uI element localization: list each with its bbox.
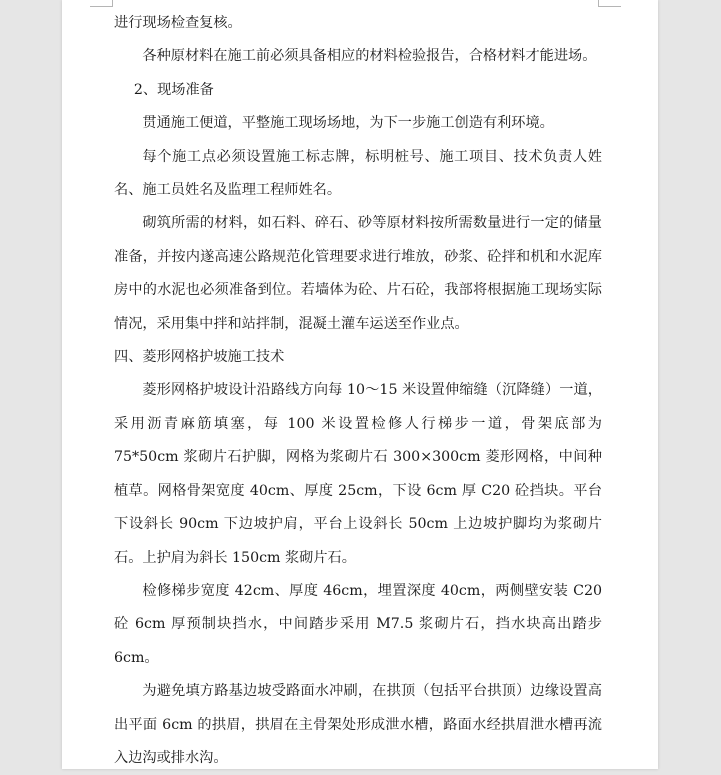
paragraph: 菱形网格护坡设计沿路线方向每 10～15 米设置伸缩缝（沉降缝）一道，采用沥青麻筋填塞，每 100 米设置检修人行梯步一道，骨架底部为 75*50cm 浆砌片石护脚，网格为浆砌片石 300×300cm 菱形网格，中间种植草。网格骨架宽度 40cm、厚度 25cm，下设 6cm 厚 C20 砼挡块。平台下设斜长 90cm 下边坡护肩，平台上设斜长 50cm 上边坡护脚均为浆砌片石。上护肩为斜长 150cm 浆砌片石。 <box>114 382 602 566</box>
paragraph: 为避免填方路基边坡受路面水冲刷，在拱顶（包括平台拱顶）边缘设置高出平面 6cm 的拱眉，拱眉在主骨架处形成泄水槽，路面水经拱眉泄水槽再流入边沟或排水沟。 <box>114 683 602 766</box>
paragraph: 检修梯步宽度 42cm、厚度 46cm，埋置深度 40cm，两侧壁安装 C20 砼 6cm 厚预制块挡水，中间踏步采用 M7.5 浆砌片石，挡水块高出踏步 6cm。 <box>114 582 602 666</box>
paragraph: 每个施工点必须设置施工标志牌，标明桩号、施工项目、技术负责人姓名、施工员姓名及监理工程师姓名。 <box>114 148 602 199</box>
document-page <box>62 0 658 769</box>
document-body[interactable] <box>114 7 602 775</box>
paragraph: 进行现场检查复核。 <box>114 15 242 31</box>
paragraph: 贯通施工便道，平整施工现场场地，为下一步施工创造有利环境。 <box>142 115 554 132</box>
section-heading: 2、现场准备 <box>133 81 214 98</box>
section-heading: 四、菱形网格护坡施工技术 <box>114 349 285 366</box>
page-margin-corner-left <box>90 0 113 7</box>
page-margin-corner-right <box>598 0 621 7</box>
paragraph: 砌筑所需的材料，如石料、碎石、砂等原材料按所需数量进行一定的储量准备，并按内遂高速公路规范化管理要求进行堆放，砂浆、砼拌和机和水泥库房中的水泥也必须准备到位。若墙体为砼、片石砼，我部将根据施工现场实际情况，采用集中拌和站拌制，混凝土灌车运送至作业点。 <box>114 215 602 332</box>
paragraph: 各种原材料在施工前必须具备相应的材料检验报告，合格材料才能进场。 <box>142 48 597 65</box>
